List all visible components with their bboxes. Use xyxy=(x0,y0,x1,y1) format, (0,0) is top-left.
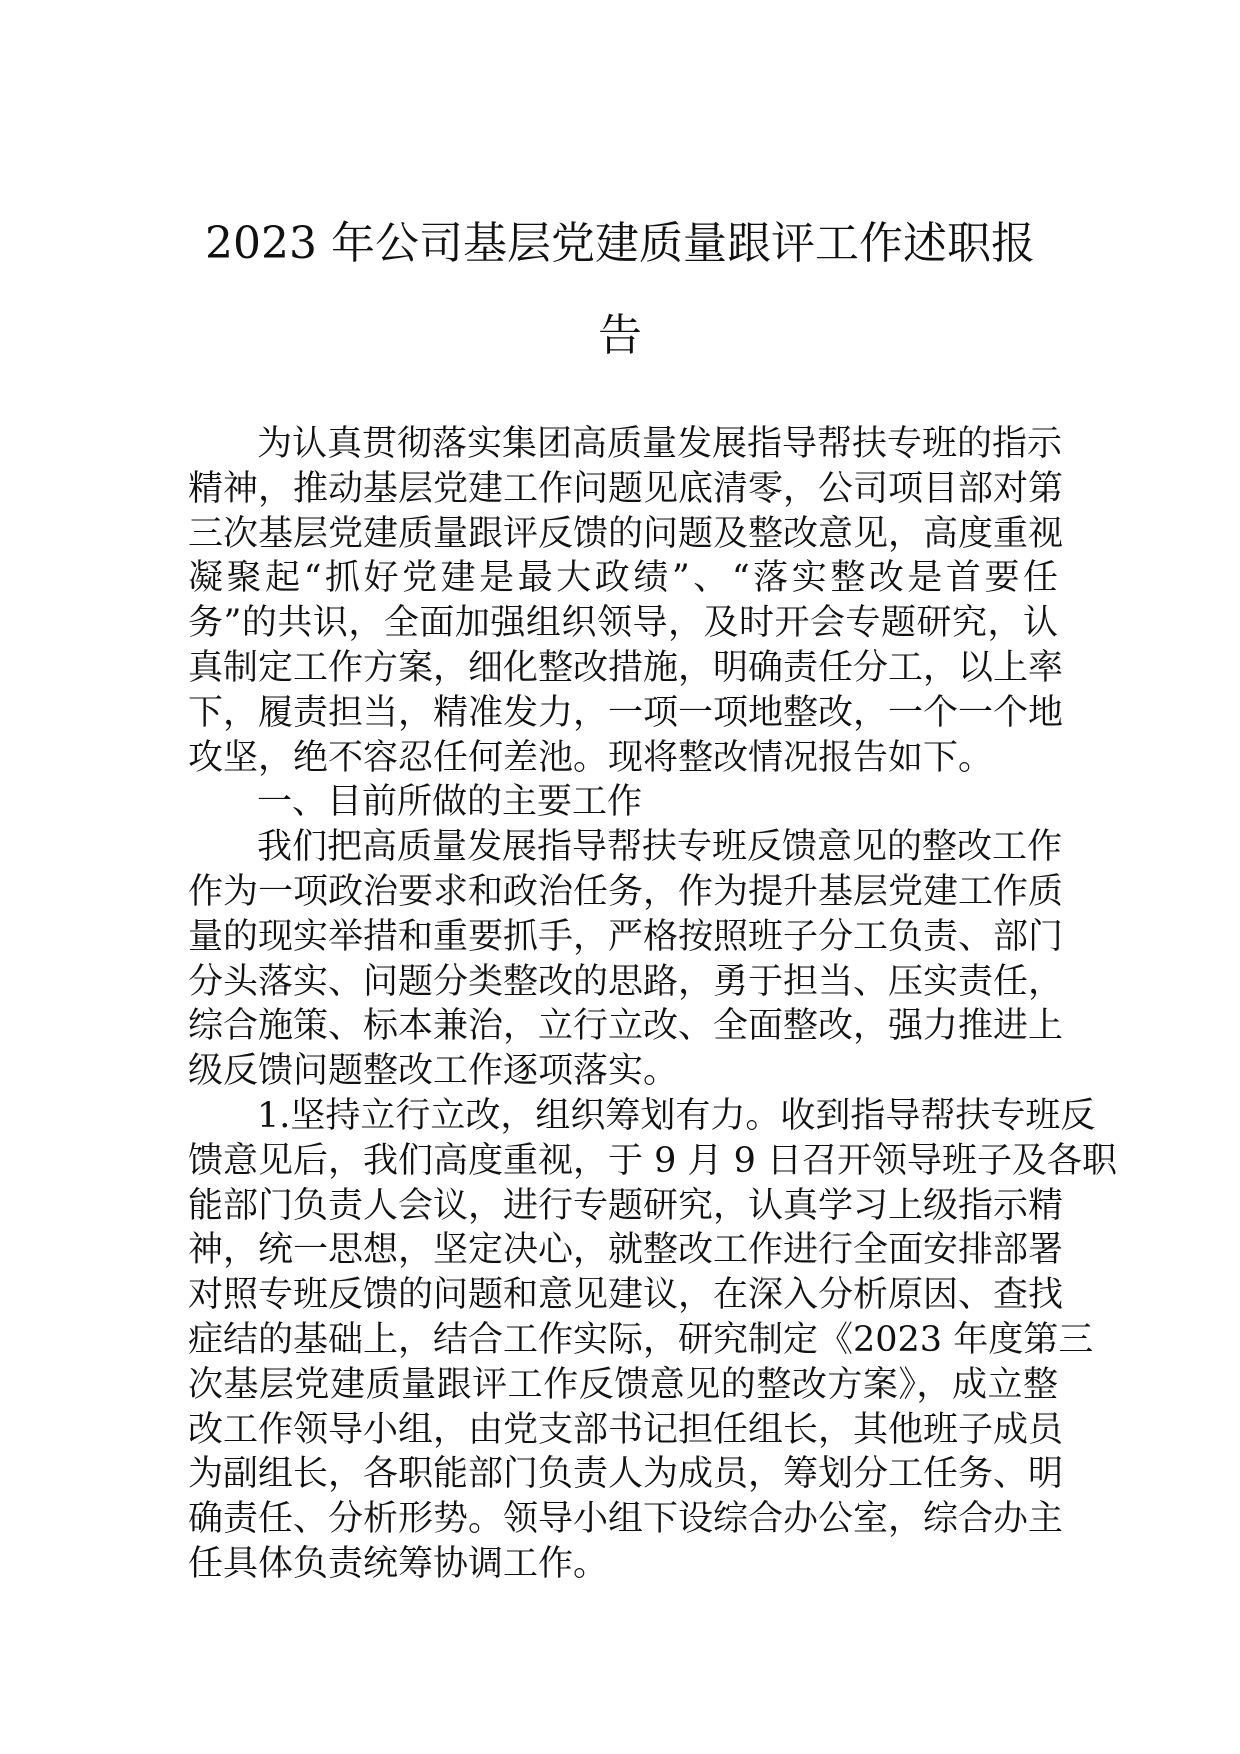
paragraph-1-line: 务”的共识，全面加强组织领导，及时开会专题研究，认 xyxy=(188,603,1058,644)
paragraph-3-line: 确责任、分析形势。领导小组下设综合办公室，综合办主 xyxy=(188,1499,1064,1540)
document-title-line-1: 2023 年公司基层党建质量跟评工作述职报 xyxy=(205,218,1035,269)
paragraph-3-line: 馈意见后，我们高度重视，于 9 月 9 日召开领导班子及各职 xyxy=(188,1140,1118,1181)
paragraph-1-line: 攻坚，绝不容忍任何差池。现将整改情况报告如下。 xyxy=(188,737,994,778)
paragraph-1-line: 真制定工作方案，细化整改措施，明确责任分工，以上率 xyxy=(188,647,1064,688)
paragraph-1-line: 精神，推动基层党建工作问题见底清零，公司项目部对第 xyxy=(188,468,1064,509)
paragraph-1-line: 三次基层党建质量跟评反馈的问题及整改意见，高度重视 xyxy=(188,513,1064,554)
paragraph-3-line: 1.坚持立行立改，组织筹划有力。收到指导帮扶专班反 xyxy=(257,1095,1096,1136)
document-body xyxy=(188,422,1118,1587)
paragraph-3-line: 为副组长，各职能部门负责人为成员，筹划分工任务、明 xyxy=(188,1454,1064,1495)
paragraph-1-line: 下，履责担当，精准发力，一项一项地整改，一个一个地 xyxy=(188,692,1064,733)
paragraph-3-line: 能部门负责人会议，进行专题研究，认真学习上级指示精 xyxy=(188,1185,1064,1226)
paragraph-3-line: 神，统一思想，坚定决心，就整改工作进行全面安排部署 xyxy=(188,1230,1064,1271)
paragraph-2-line: 分头落实、问题分类整改的思路，勇于担当、压实责任， xyxy=(188,961,1064,1002)
document-title-line-2: 告 xyxy=(598,310,642,361)
paragraph-3-line: 次基层党建质量跟评工作反馈意见的整改方案》，成立整 xyxy=(188,1364,1058,1405)
section-heading: 一、目前所做的主要工作 xyxy=(257,782,643,823)
paragraph-3-line: 改工作领导小组，由党支部书记担任组长，其他班子成员 xyxy=(188,1409,1064,1450)
paragraph-2-line: 量的现实举措和重要抓手，严格按照班子分工负责、部门 xyxy=(188,916,1064,957)
paragraph-1-line: 为认真贯彻落实集团高质量发展指导帮扶专班的指示 xyxy=(257,424,1063,464)
paragraph-3-line: 任具体负责统筹协调工作。 xyxy=(188,1543,609,1584)
paragraph-2-line: 级反馈问题整改工作逐项落实。 xyxy=(188,1051,679,1092)
paragraph-1-line: 凝聚起“抓好党建是最大政绩”、“落实整改是首要任 xyxy=(188,558,1058,599)
paragraph-3-line: 症结的基础上，结合工作实际，研究制定《2023 年度第三 xyxy=(188,1319,1094,1360)
paragraph-2-line: 作为一项政治要求和政治任务，作为提升基层党建工作质 xyxy=(188,871,1064,912)
paragraph-3-line: 对照专班反馈的问题和意见建议，在深入分析原因、查找 xyxy=(188,1275,1064,1316)
paragraph-2-line: 我们把高质量发展指导帮扶专班反馈意见的整改工作 xyxy=(257,827,1063,868)
paragraph-2-line: 综合施策、标本兼治，立行立改、全面整改，强力推进上 xyxy=(188,1006,1064,1047)
